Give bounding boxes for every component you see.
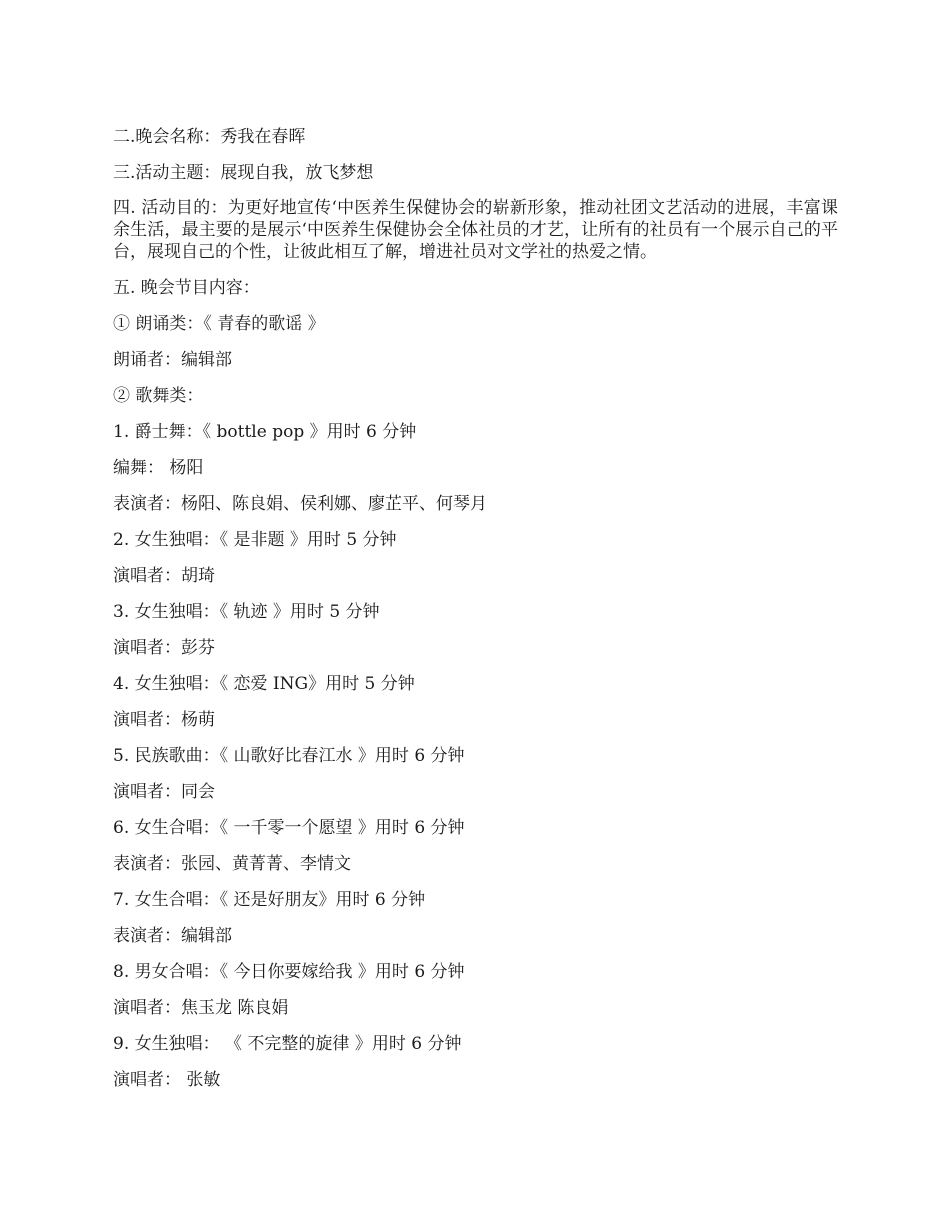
program-line: 5. 民族歌曲：《 山歌好比春江水 》用时 6 分钟 <box>113 746 465 766</box>
program-line: 朗诵者：编辑部 <box>113 350 232 370</box>
program-line: 演唱者：胡琦 <box>113 566 215 586</box>
program-line: 2. 女生独唱：《 是非题 》用时 5 分钟 <box>113 530 397 550</box>
program-line: 9. 女生独唱： 《 不完整的旋律 》用时 6 分钟 <box>113 1034 462 1054</box>
theme-line: 三.活动主题：展现自我，放飞梦想 <box>113 163 374 183</box>
event-name-line: 二.晚会名称：秀我在春晖 <box>113 127 306 147</box>
program-line: 7. 女生合唱：《 还是好朋友》用时 6 分钟 <box>113 890 426 910</box>
purpose-paragraph: 四. 活动目的：为更好地宣传‘中医养生保健协会的崭新形象，推动社团文艺活动的进展，丰富课余生活，最主要的是展示‘中医养生保健协会全体社员的才艺，让所有的社员有一个展示自己的平台，展现自己的个性，让彼此相互了解，增进社员对文学社的热爱之情。 <box>113 198 838 262</box>
program-line: 表演者：张园、黄菁菁、李情文 <box>113 854 351 874</box>
program-line: ② 歌舞类： <box>113 386 204 406</box>
program-line: 演唱者：焦玉龙 陈良娟 <box>113 998 289 1018</box>
program-line: 表演者：杨阳、陈良娟、侯利娜、廖芷平、何琴月 <box>113 494 487 514</box>
program-line: 演唱者：同会 <box>113 782 215 802</box>
program-line: 编舞： 杨阳 <box>113 458 204 478</box>
document-body <box>113 122 838 1101</box>
program-line: 演唱者：杨萌 <box>113 710 215 730</box>
program-line: 3. 女生独唱：《 轨迹 》用时 5 分钟 <box>113 602 380 622</box>
program-line: 1. 爵士舞：《 bottle pop 》用时 6 分钟 <box>113 422 417 442</box>
program-line: ① 朗诵类：《 青春的歌谣 》 <box>113 314 325 334</box>
program-line: 4. 女生独唱：《 恋爱 ING》用时 5 分钟 <box>113 674 415 694</box>
program-line: 演唱者：彭芬 <box>113 638 215 658</box>
program-line: 演唱者： 张敏 <box>113 1070 221 1090</box>
program-line: 表演者：编辑部 <box>113 926 232 946</box>
program-line: 8. 男女合唱：《 今日你要嫁给我 》用时 6 分钟 <box>113 962 465 982</box>
program-heading: 五. 晚会节目内容： <box>113 278 260 298</box>
program-line: 6. 女生合唱：《 一千零一个愿望 》用时 6 分钟 <box>113 818 465 838</box>
